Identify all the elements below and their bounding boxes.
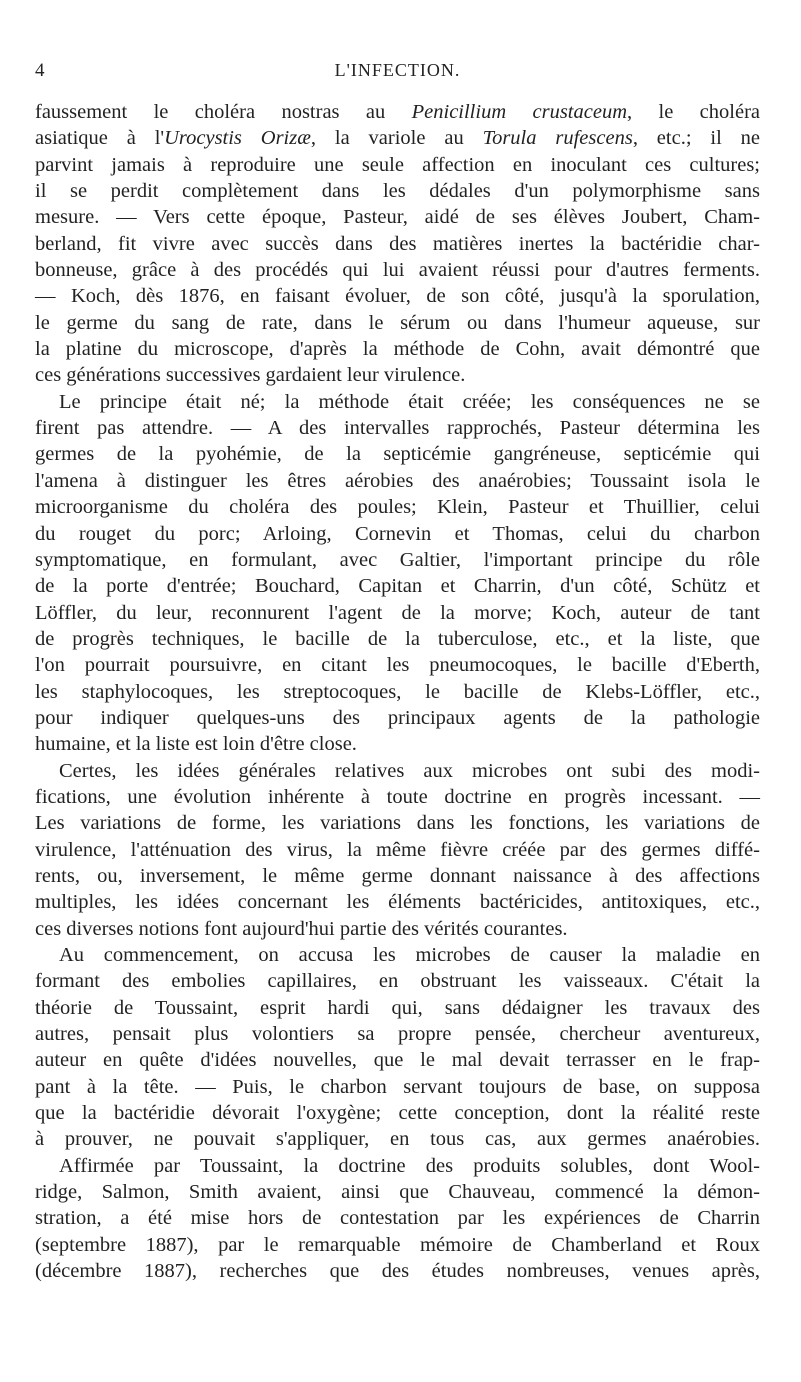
text-line: rents, ou, inversement, le même germe donnant naissance à des affections — [35, 864, 760, 887]
text-line: pant à la tête. — Puis, le charbon servant toujours de base, on supposa — [35, 1075, 760, 1098]
text-line: théorie de Toussaint, esprit hardi qui, sans dédaigner les travaux des — [35, 996, 760, 1019]
text-line: ces diverses notions font aujourd'hui partie des vérités courantes. — [35, 917, 568, 940]
text-line: multiples, les idées concernant les éléments bactéricides, antitoxiques, etc., — [35, 891, 760, 914]
text-line: auteur en quête d'idées nouvelles, que le mal devait terrasser en le frap- — [35, 1049, 760, 1072]
text-line: il se perdit complètement dans les dédales d'un polymorphisme sans — [35, 180, 760, 203]
text-line: le germe du sang de rate, dans le sérum ou dans l'humeur aqueuse, sur — [35, 311, 760, 334]
text-line: faussement le choléra nostras au Penicillium crustaceum, le choléra — [35, 101, 760, 123]
text-line: l'amena à distinguer les êtres aérobies des anaérobies; Toussaint isola le — [35, 469, 760, 492]
text-line: fications, une évolution inhérente à toute doctrine en progrès incessant. — — [35, 785, 760, 808]
text-line: berland, fit vivre avec succès dans des matières inertes la bactéridie char- — [35, 232, 760, 255]
page-number: 4 — [35, 60, 45, 81]
text-line: de progrès techniques, le bacille de la tuberculose, etc., et la liste, que — [35, 627, 760, 650]
text-line: du rouget du porc; Arloing, Cornevin et Thomas, celui du charbon — [35, 522, 760, 545]
text-line: (décembre 1887), recherches que des études nombreuses, venues après, — [35, 1260, 760, 1283]
text-line: formant des embolies capillaires, en obstruant les vaisseaux. C'était la — [35, 970, 760, 993]
running-title: L'INFECTION. — [334, 60, 461, 80]
text-line: humaine, et la liste est loin d'être close. — [35, 733, 357, 756]
text-line: ces générations successives gardaient leur virulence. — [35, 364, 466, 387]
text-line: autres, pensait plus volontiers sa propre pensée, chercheur aventureux, — [35, 1023, 760, 1046]
text-line: Certes, les idées générales relatives aux microbes ont subi des modi- — [59, 759, 760, 782]
text-line: mesure. — Vers cette époque, Pasteur, aidé de ses élèves Joubert, Cham- — [35, 206, 760, 229]
page-header — [35, 60, 760, 86]
text-line: parvint jamais à reproduire une seule affection en inoculant ces cultures; — [35, 153, 760, 176]
text-line: stration, a été mise hors de contestation par les expériences de Charrin — [35, 1207, 760, 1230]
text-line: germes de la pyohémie, de la septicémie gangréneuse, septicémie qui — [35, 443, 760, 466]
text-line: microorganisme du choléra des poules; Klein, Pasteur et Thuillier, celui — [35, 496, 760, 519]
text-line: symptomatique, en formulant, avec Galtier, l'important principe du rôle — [35, 548, 760, 571]
text-line: bonneuse, grâce à des procédés qui lui avaient réussi pour d'autres ferments. — [35, 259, 760, 282]
text-line: pour indiquer quelques-uns des principaux agents de la pathologie — [35, 706, 760, 729]
text-line: à prouver, ne pouvait s'appliquer, en tous cas, aux germes anaérobies. — [35, 1128, 760, 1151]
text-line: virulence, l'atténuation des virus, la même fièvre créée par des germes diffé- — [35, 838, 760, 861]
text-line: — Koch, dès 1876, en faisant évoluer, de son côté, jusqu'à la sporulation, — [35, 285, 760, 308]
body-text — [35, 99, 760, 1284]
text-line: Le principe était né; la méthode était créée; les conséquences ne se — [59, 390, 760, 413]
text-line: Löffler, du leur, reconnurent l'agent de la morve; Koch, auteur de tant — [35, 601, 760, 624]
text-line: l'on pourrait poursuivre, en citant les pneumocoques, le bacille d'Eberth, — [35, 654, 760, 677]
text-line: ridge, Salmon, Smith avaient, ainsi que Chauveau, commencé la démon- — [35, 1181, 760, 1204]
text-line: firent pas attendre. — A des intervalles rapprochés, Pasteur détermina les — [35, 417, 760, 440]
text-line: les staphylocoques, les streptocoques, le bacille de Klebs-Löffler, etc., — [35, 680, 760, 703]
text-line: Les variations de forme, les variations dans les fonctions, les variations de — [35, 812, 760, 835]
text-line: que la bactéridie dévorait l'oxygène; cette conception, dont la réalité reste — [35, 1102, 760, 1125]
text-line: Affirmée par Toussaint, la doctrine des produits solubles, dont Wool- — [59, 1154, 760, 1177]
text-line: de la porte d'entrée; Bouchard, Capitan et Charrin, d'un côté, Schütz et — [35, 575, 760, 598]
text-line: (septembre 1887), par le remarquable mémoire de Chamberland et Roux — [35, 1233, 760, 1256]
text-line: la platine du microscope, d'après la méthode de Cohn, avait démontré que — [35, 338, 760, 361]
text-line: asiatique à l'Urocystis Orizæ, la variole au Torula rufescens, etc.; il ne — [35, 127, 760, 150]
text-line: Au commencement, on accusa les microbes de causer la maladie en — [59, 944, 760, 966]
